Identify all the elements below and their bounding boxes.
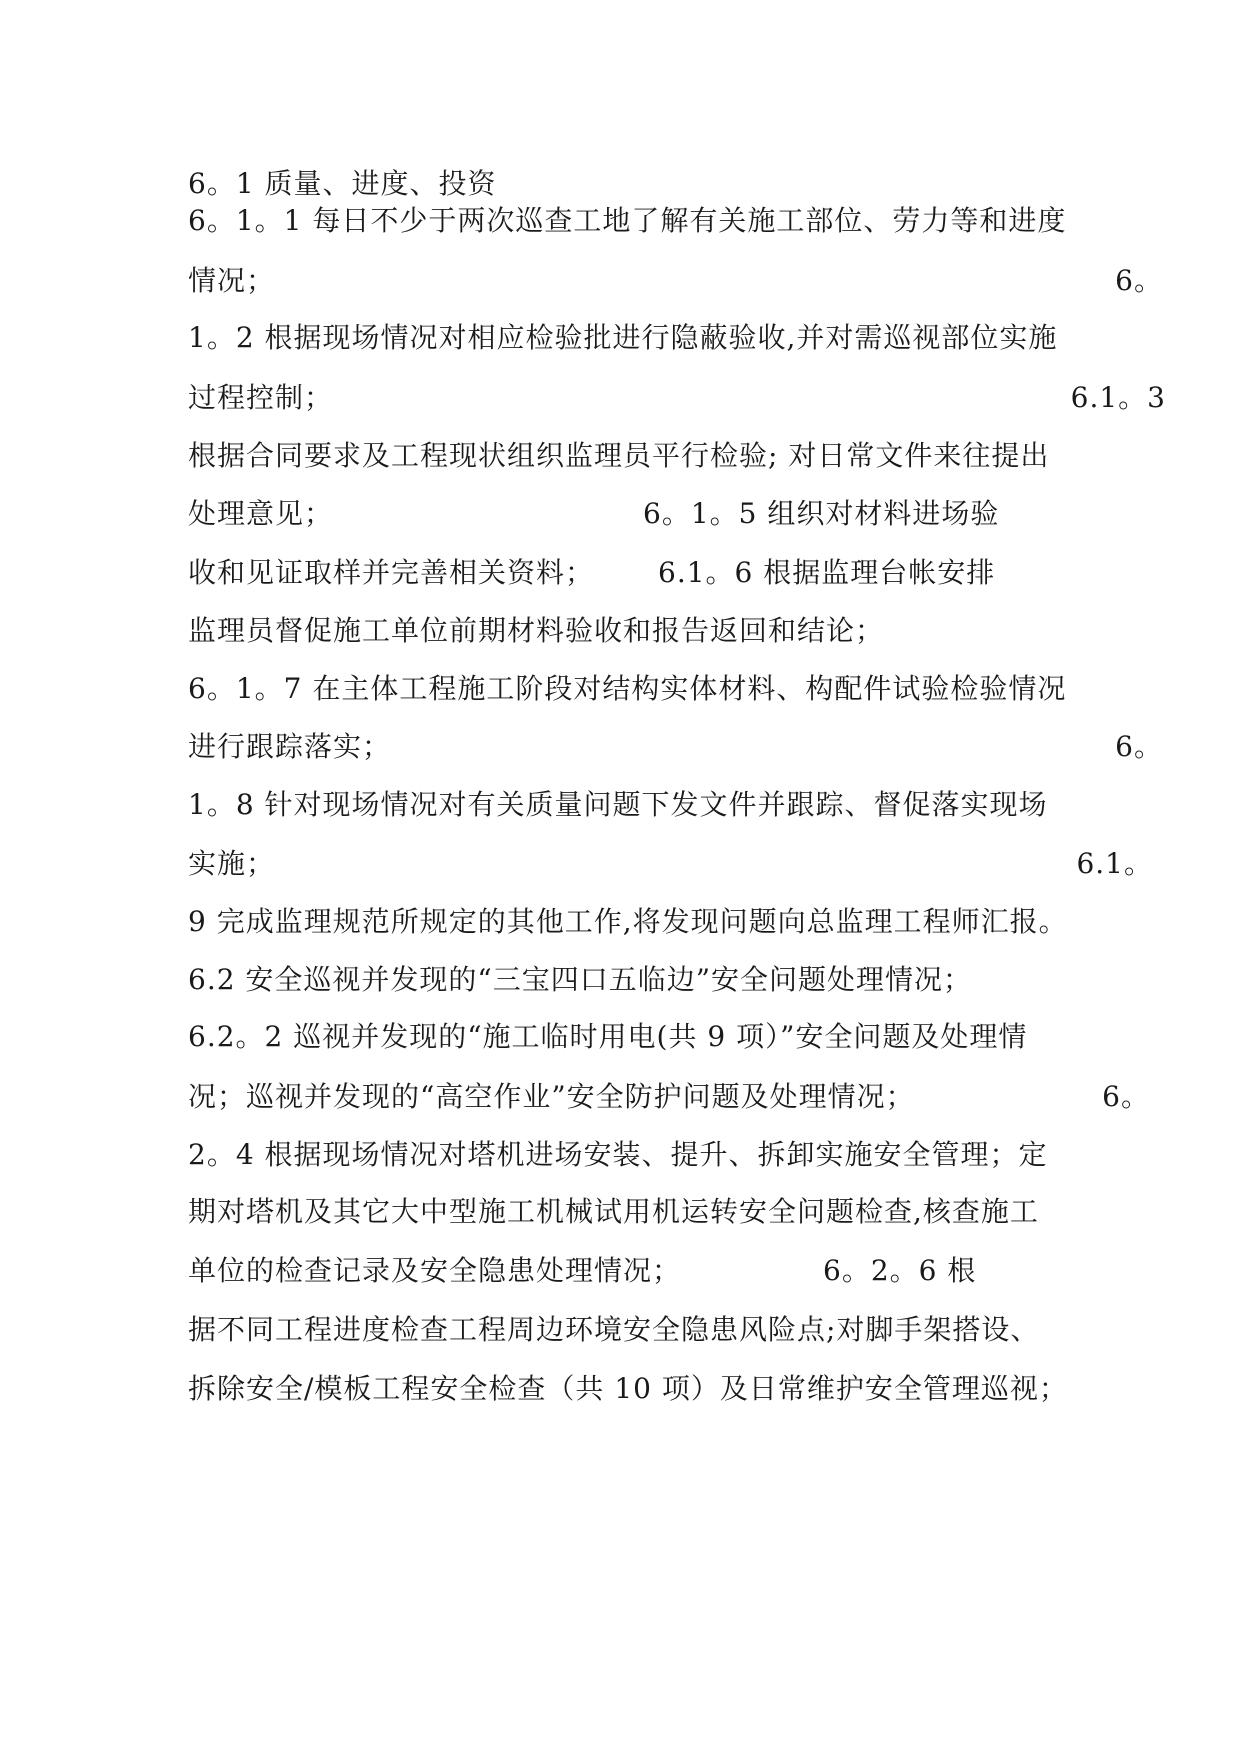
line-text-right: 6。	[1115, 730, 1163, 763]
text-line	[188, 669, 1067, 709]
text-line	[188, 1192, 1058, 1232]
line-text: 据不同工程进度检查工程周边环境安全隐患风险点;对脚手架搭设、	[188, 1313, 1040, 1346]
text-line	[188, 318, 1058, 358]
text-line	[188, 960, 1058, 1000]
line-text-mid: 6。2。6 根	[823, 1254, 977, 1287]
text-line	[188, 611, 1058, 651]
line-text-right: 6。	[1102, 1080, 1150, 1113]
line-text: 9 完成监理规范所规定的其他工作,将发现问题向总监理工程师汇报。	[188, 905, 1068, 938]
line-text: 2。4 根据现场情况对塔机进场安装、提升、拆卸实施安全管理；定	[188, 1138, 1048, 1171]
line-text: 况；巡视并发现的“高空作业”安全防护问题及处理情况；	[188, 1080, 915, 1113]
line-text: 过程控制；	[188, 381, 334, 414]
line-text-mid: 6.1。6 根据监理台帐安排	[658, 556, 996, 589]
line-text: 1。8 针对现场情况对有关质量问题下发文件并跟踪、督促落实现场	[188, 788, 1048, 821]
line-text-mid: 6。1。5 组织对材料进场验	[643, 497, 1000, 530]
text-line	[188, 1310, 1058, 1350]
text-line	[188, 1369, 1068, 1409]
text-line	[188, 201, 1067, 241]
text-line	[188, 844, 1153, 884]
line-text: 6。1 质量、进度、投资	[188, 167, 497, 200]
line-text: 期对塔机及其它大中型施工机械试用机运转安全问题检查,核查施工	[188, 1195, 1039, 1228]
text-line	[188, 553, 1058, 593]
line-text-right: 6.1。	[1076, 847, 1153, 880]
text-line	[188, 785, 1058, 825]
text-line	[188, 378, 1166, 418]
text-line	[188, 1135, 1058, 1175]
line-text: 根据合同要求及工程现状组织监理员平行检验; 对日常文件来往提出	[188, 439, 1050, 472]
line-text: 6。1。1 每日不少于两次巡查工地了解有关施工部位、劳力等和进度	[188, 204, 1067, 237]
text-line	[188, 494, 1058, 534]
text-line	[188, 164, 1058, 204]
text-line	[188, 1251, 1058, 1291]
line-text: 实施；	[188, 847, 276, 880]
text-line	[188, 1077, 1150, 1117]
line-text-right: 6.1。3	[1070, 381, 1166, 414]
text-line	[188, 1017, 1058, 1057]
line-text: 6。1。7 在主体工程施工阶段对结构实体材料、构配件试验检验情况	[188, 672, 1067, 705]
line-text: 处理意见；	[188, 497, 334, 530]
line-text: 监理员督促施工单位前期材料验收和报告返回和结论；	[188, 614, 885, 647]
text-line	[188, 727, 1163, 767]
line-text: 6.2 安全巡视并发现的“三宝四口五临边”安全问题处理情况；	[188, 963, 973, 996]
line-text-right: 6。	[1115, 264, 1163, 297]
line-text: 6.2。2 巡视并发现的“施工临时用电(共 9 项）”安全问题及处理情	[188, 1020, 1028, 1053]
line-text: 收和见证取样并完善相关资料；	[188, 556, 595, 589]
line-text: 进行跟踪落实；	[188, 730, 392, 763]
text-line	[188, 436, 1058, 476]
line-text: 1。2 根据现场情况对相应检验批进行隐蔽验收,并对需巡视部位实施	[188, 321, 1058, 354]
text-line	[188, 261, 1163, 301]
text-line	[188, 902, 1068, 942]
line-text: 情况；	[188, 264, 276, 297]
line-text: 单位的检查记录及安全隐患处理情况；	[188, 1254, 682, 1287]
line-text: 拆除安全/模板工程安全检查（共 10 项）及日常维护安全管理巡视；	[188, 1372, 1068, 1405]
